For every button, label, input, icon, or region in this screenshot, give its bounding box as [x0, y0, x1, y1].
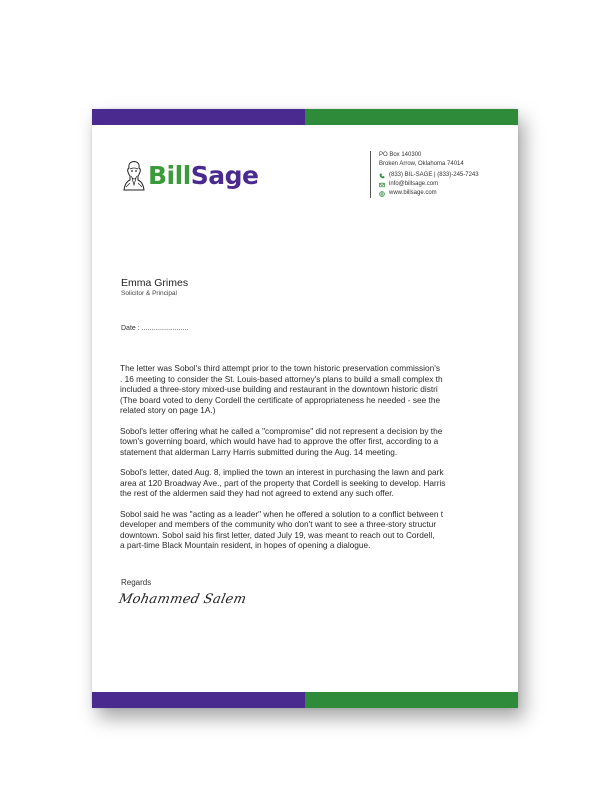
body-paragraph-3: Sobol's letter, dated Aug. 8, implied the town an interest in purchasing the lawn and park area at 120 Broadway Ave., part of the property that Cordell is seeking to develop. Harris the rest of the aldermen said they had not agreed to extend any such offer.: [120, 467, 446, 498]
address-line-1: PO Box 140300: [379, 152, 422, 158]
brand-logo: [122, 159, 259, 191]
globe-icon: [379, 191, 385, 197]
brand-name: [148, 160, 259, 190]
top-color-bar: [92, 109, 518, 125]
bottom-purple-band: [92, 692, 305, 708]
body-paragraph-2: Sobol's letter offering what he called a "compromise" did not represent a decision by the town's governing board, which would have had to approve the offer first, according to a statement that alderman Larry Harris submitted during the Aug. 14 meeting.: [120, 425, 443, 457]
email-row: [379, 180, 479, 189]
website-row: [379, 189, 479, 198]
signature: Mohammed Salem: [117, 592, 248, 607]
bottom-color-bar: [92, 692, 518, 708]
address-line-2: Broken Arrow, Oklahoma 74014: [379, 161, 464, 167]
brand-name-bill: Bill: [148, 160, 191, 190]
closing-text: Regards: [121, 578, 152, 587]
top-purple-band: [92, 109, 305, 125]
top-green-band: [305, 109, 518, 125]
sage-portrait-icon: [122, 159, 146, 191]
date-line: Date : ........................: [121, 325, 189, 332]
letter-body: [120, 363, 492, 561]
phone-text: (833) BIL-SAGE | (833)-245-7243: [389, 172, 479, 178]
body-paragraph-4: Sobol said he was "acting as a leader" when he offered a solution to a conflict between t developer and members of the community who don't want to see a three-story structur downtown. Sobol said his first letter, dated July 19, was meant to reach out to Cordell, a part-time Black Mountain resident, in hopes of opening a dialogue.: [120, 508, 444, 550]
phone-icon: [379, 173, 385, 179]
email-link[interactable]: info@billsage.com: [389, 181, 439, 187]
contact-block: [370, 151, 479, 198]
phone-row: [379, 171, 479, 180]
brand-name-sage: Sage: [190, 160, 259, 190]
website-link[interactable]: www.billsage.com: [389, 190, 437, 196]
recipient-name: Emma Grimes: [121, 277, 189, 289]
recipient-role: Solicitor & Principal: [121, 290, 177, 297]
body-paragraph-1: The letter was Sobol's third attempt prior to the town historic preservation commission's . 16 meeting to consider the St. Louis-based attorney's plans to build a small complex th included a three-story mixed-use building and restaurant in the downtown historic distri (The board voted to deny Cordell the certificate of appropriateness he needed - see the related story on page 1A.): [120, 363, 443, 415]
bottom-green-band: [305, 692, 518, 708]
letterhead-page: [92, 109, 518, 708]
envelope-icon: [379, 182, 385, 188]
